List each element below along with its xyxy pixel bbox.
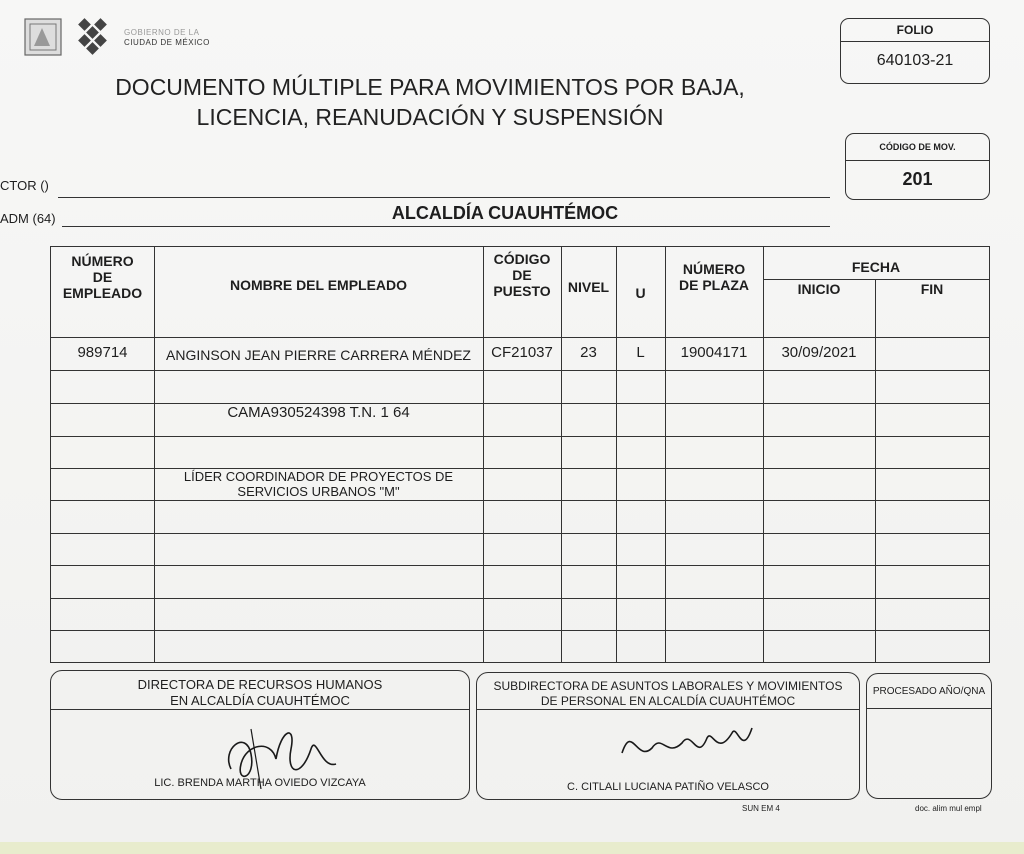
col-divider [561,247,562,662]
document-title [40,72,820,132]
sector-line [58,197,830,198]
signature-center-title: SUBDIRECTORA DE ASUNTOS LABORALES Y MOVIMIENTOS DE PERSONAL EN ALCALDÍA CUAUHTÉMOC [493,679,843,708]
signature-center-name: C. CITLALI LUCIANA PATIÑO VELASCO [567,781,769,793]
signature-box-center [476,672,860,800]
row-line [51,337,989,338]
folio-label: FOLIO [841,19,989,42]
header-codigo-puesto: CÓDIGO DE PUESTO [493,251,551,299]
row-line [51,370,989,371]
col-divider [665,247,666,662]
col-divider [483,247,484,662]
header-numero-plaza: NÚMERO DE PLAZA [679,261,749,293]
col-divider [154,247,155,662]
row-line [51,500,989,501]
header-nivel: NIVEL [567,279,610,295]
procesado-title: PROCESADO AÑO/QNA [872,686,986,697]
header-nombre: NOMBRE DEL EMPLEADO [229,277,408,293]
folio-box [840,18,990,84]
title-line1: DOCUMENTO MÚLTIPLE PARA MOVIMIENTOS POR BAJA, [115,74,745,100]
codigo-mov-label: CÓDIGO DE MOV. [846,134,989,161]
title-line2: LICENCIA, REANUDACIÓN Y SUSPENSIÓN [196,104,664,130]
header-fecha: FECHA [851,259,901,275]
footer-doc: doc. alim mul empl [915,804,982,813]
row-line [51,565,989,566]
row-line [51,630,989,631]
codigo-mov-box [845,133,990,200]
cell-rfc: CAMA930524398 T.N. 1 64 [227,404,410,421]
procesado-divider [867,708,991,709]
adm-line [62,226,830,227]
footer-code: SUN EM 4 [742,804,780,813]
logo-line2: CIUDAD DE MÉXICO [124,38,210,47]
background-strip [0,842,1024,854]
col-divider [763,247,764,662]
cell-inicio: 30/09/2021 [781,344,857,361]
adm-label: ADM (64) [0,211,56,226]
logo-line1: GOBIERNO DE LA [124,28,200,37]
procesado-box [866,673,992,799]
row-line [51,436,989,437]
fecha-subline [763,279,989,280]
row-line [51,533,989,534]
signature-box-left [50,670,470,800]
government-logo [24,18,119,65]
cell-u: L [636,344,645,361]
cell-puesto-descripcion: LÍDER COORDINADOR DE PROYECTOS DE SERVICIOS URBANOS "M" [183,469,454,499]
row-line [51,598,989,599]
header-fin: FIN [920,281,944,297]
cell-nombre: ANGINSON JEAN PIERRE CARRERA MÉNDEZ [166,347,471,363]
header-numero-empleado: NÚMERO DE EMPLEADO [62,253,143,301]
col-divider [616,247,617,662]
signature-center-divider [477,709,859,710]
signature-left-title: DIRECTORA DE RECURSOS HUMANOS EN ALCALDÍA CUAUHTÉMOC [137,677,383,708]
cell-codigo-puesto: CF21037 [491,344,553,361]
header-u: U [635,285,646,301]
codigo-mov-value: 201 [902,169,933,189]
logo-text [124,28,210,48]
signature-left-name: LIC. BRENDA MARTHA OVIEDO VIZCAYA [154,777,366,789]
cell-plaza: 19004171 [680,344,748,361]
cell-nivel: 23 [580,344,597,361]
sector-label: CTOR () [0,178,49,193]
cell-numero-empleado: 989714 [77,344,128,361]
header-inicio: INICIO [797,281,841,297]
alcaldia-value: ALCALDÍA CUAUHTÉMOC [391,203,619,223]
folio-value: 640103-21 [876,52,954,69]
employee-table [50,246,990,663]
signature-center-icon [607,713,767,773]
